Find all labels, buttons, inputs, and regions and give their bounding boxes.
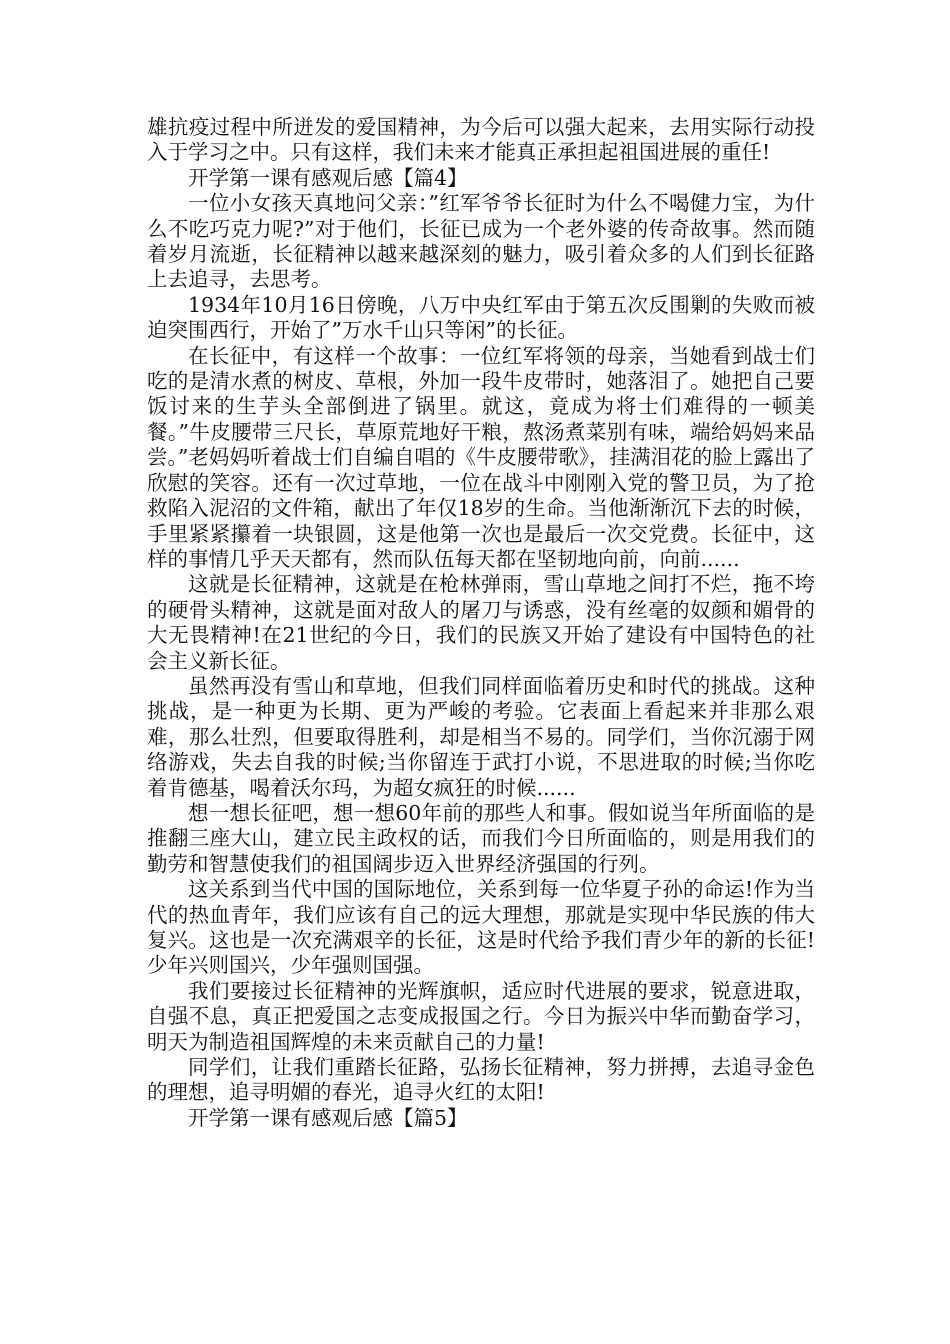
paragraph: 同学们，让我们重踏长征路，弘扬长征精神，努力拼搏，去追寻金色的理想，追寻明媚的春光，追寻火红的太阳! [147, 1055, 815, 1105]
paragraph: 这关系到当代中国的国际地位，关系到每一位华夏子孙的命运!作为当代的热血青年，我们应该有自己的远大理想，那就是实现中华民族的伟大复兴。这也是一次充满艰辛的长征，这是时代给予我们青少年的新的长征!少年兴则国兴，少年强则国强。 [147, 877, 815, 978]
section-heading-4: 开学第一课有感观后感【篇4】 [188, 165, 468, 190]
paragraph: 虽然再没有雪山和草地，但我们同样面临着历史和时代的挑战。这种挑战，是一种更为长期、更为严峻的考验。它表面上看起来并非那么艰难，那么壮烈，但要取得胜利，却是相当不易的。同学们，当你沉溺于网络游戏，失去自我的时候;当你留连于武打小说，不思进取的时候;当你吃着肯德基，喝着沃尔玛，为超女疯狂的时候...... [147, 673, 815, 800]
paragraph: 我们要接过长征精神的光辉旗帜，适应时代进展的要求，锐意进取，自强不息，真正把爱国之志变成报国之行。今日为振兴中华而勤奋学习，明天为制造祖国辉煌的未来贡献自己的力量! [147, 978, 815, 1054]
paragraph: 一位小女孩天真地问父亲：”红军爷爷长征时为什么不喝健力宝，为什么不吃巧克力呢?”对于他们，长征已成为一个老外婆的传奇故事。然而随着岁月流逝，长征精神以越来越深刻的魅力，吸引着众多的人们到长征路上去追寻，去思考。 [147, 191, 815, 292]
document-page [147, 115, 815, 1131]
paragraph: 想一想长征吧，想一想60年前的那些人和事。假如说当年所面临的是推翻三座大山，建立民主政权的话，而我们今日所面临的，则是用我们的勤劳和智慧使我们的祖国阔步迈入世界经济强国的行列。 [147, 800, 815, 876]
paragraph: 1934年10月16日傍晚，八万中央红军由于第五次反围剿的失败而被迫突围西行，开始了”万水千山只等闲”的长征。 [147, 292, 815, 343]
paragraph: 这就是长征精神，这就是在枪林弹雨，雪山草地之间打不烂，拖不垮的硬骨头精神，这就是面对敌人的屠刀与诱惑，没有丝毫的奴颜和媚骨的大无畏精神!在21世纪的今日，我们的民族又开始了建设有中国特色的社会主义新长征。 [147, 572, 815, 673]
paragraph: 在长征中，有这样一个故事：一位红军将领的母亲，当她看到战士们吃的是清水煮的树皮、草根，外加一段牛皮带时，她落泪了。她把自己要饭讨来的生芋头全部倒进了锅里。就这，竟成为将士们难得的一顿美餐。”牛皮腰带三尺长，草原荒地好干粮，熬汤煮菜别有味，端给妈妈来品尝。”老妈妈听着战士们自编自唱的《牛皮腰带歌》，挂满泪花的脸上露出了欣慰的笑容。还有一次过草地，一位在战斗中刚刚入党的警卫员，为了抢救陷入泥沼的文件箱，献出了年仅18岁的生命。当他渐渐沉下去的时候，手里紧紧攥着一块银圆，这是他第一次也是最后一次交党费。长征中，这样的事情几乎天天都有，然而队伍每天都在坚韧地向前，向前...... [147, 343, 815, 571]
paragraph-continued: 雄抗疫过程中所迸发的爱国精神，为今后可以强大起来，去用实际行动投入于学习之中。只有这样，我们未来才能真正承担起祖国进展的重任! [147, 115, 815, 165]
section-heading-5: 开学第一课有感观后感【篇5】 [188, 1105, 468, 1130]
